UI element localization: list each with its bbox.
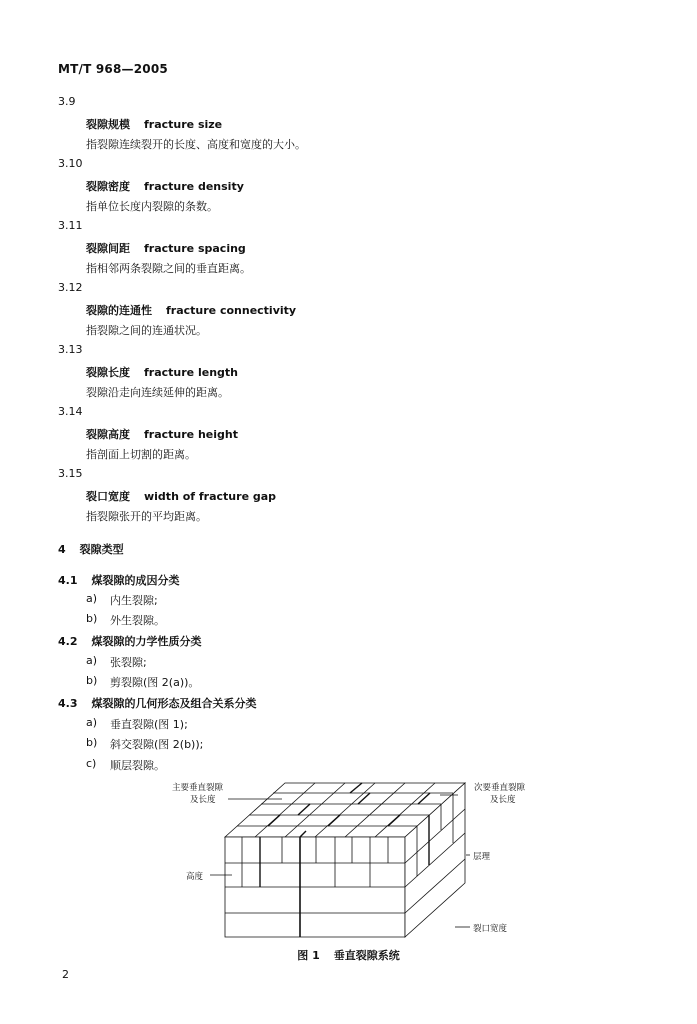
- term-definition: 指裂隙张开的平均距离。: [86, 510, 207, 523]
- figure-caption-number: 图 1: [297, 949, 320, 962]
- standard-header: MT/T 968—2005: [58, 62, 168, 76]
- list-item: 垂直裂隙(图 1);: [110, 718, 188, 731]
- term-title: [86, 302, 296, 318]
- term-cn: 裂隙规模: [86, 118, 130, 131]
- term-en: fracture density: [144, 180, 244, 193]
- section-heading: [58, 541, 124, 557]
- term-number: 3.14: [58, 405, 83, 418]
- term-definition: 指剖面上切割的距离。: [86, 448, 196, 461]
- term-cn: 裂隙密度: [86, 180, 130, 193]
- term-number: 3.9: [58, 95, 76, 108]
- page-number: 2: [62, 968, 69, 981]
- term-definition: 指相邻两条裂隙之间的垂直距离。: [86, 262, 251, 275]
- term-cn: 裂隙长度: [86, 366, 130, 379]
- term-cn: 裂口宽度: [86, 490, 130, 503]
- figure-label-secondary-1: 次要垂直裂隙: [474, 783, 526, 793]
- term-en: fracture size: [144, 118, 223, 131]
- list-item: 斜交裂隙(图 2(b));: [110, 738, 204, 751]
- vertical-fracture-diagram: [0, 775, 697, 940]
- term-definition: 指裂隙连续裂开的长度、高度和宽度的大小。: [86, 138, 306, 151]
- term-en: width of fracture gap: [144, 490, 277, 503]
- term-cn: 裂隙高度: [86, 428, 130, 441]
- term-title: [86, 364, 238, 380]
- list-marker: b): [86, 674, 98, 687]
- subsection-title: 煤裂隙的成因分类: [91, 574, 180, 587]
- term-number: 3.15: [58, 467, 83, 480]
- list-item: 外生裂隙。: [110, 614, 165, 627]
- term-cn: 裂隙间距: [86, 242, 130, 255]
- term-title: [86, 178, 244, 194]
- list-item: 张裂隙;: [110, 656, 147, 669]
- figure-label-height: 高度: [186, 872, 204, 882]
- figure-caption-title: 垂直裂隙系统: [333, 949, 400, 962]
- figure-label-secondary-2: 及长度: [490, 795, 516, 805]
- figure-label-gap: 裂口宽度: [473, 924, 508, 934]
- list-marker: a): [86, 716, 98, 729]
- list-item: 内生裂隙;: [110, 594, 158, 607]
- term-definition: 指裂隙之间的连通状况。: [86, 324, 207, 337]
- figure-caption: [0, 947, 697, 963]
- term-number: 3.11: [58, 219, 83, 232]
- subsection-title: 煤裂隙的几何形态及组合关系分类: [91, 697, 257, 710]
- list-marker: c): [86, 757, 97, 770]
- list-marker: a): [86, 654, 98, 667]
- term-title: [86, 426, 238, 442]
- subsection-number: 4.2: [58, 635, 78, 648]
- term-en: fracture spacing: [144, 242, 246, 255]
- term-definition: 裂隙沿走向连续延伸的距离。: [86, 386, 229, 399]
- term-title: [86, 116, 222, 132]
- term-en: fracture length: [144, 366, 238, 379]
- list-item: 顺层裂隙。: [110, 759, 165, 772]
- list-marker: b): [86, 612, 98, 625]
- figure-label-bedding: 层理: [473, 852, 491, 862]
- list-marker: b): [86, 736, 98, 749]
- subsection-number: 4.1: [58, 574, 78, 587]
- term-title: [86, 240, 246, 256]
- subsection-title: 煤裂隙的力学性质分类: [91, 635, 202, 648]
- list-marker: a): [86, 592, 98, 605]
- section-number: 4: [58, 543, 66, 556]
- list-item: 剪裂隙(图 2(a))。: [110, 676, 200, 689]
- term-number: 3.13: [58, 343, 83, 356]
- subsection-number: 4.3: [58, 697, 78, 710]
- subsection-heading: [58, 572, 180, 588]
- term-definition: 指单位长度内裂隙的条数。: [86, 200, 218, 213]
- subsection-heading: [58, 695, 257, 711]
- term-cn: 裂隙的连通性: [86, 304, 152, 317]
- term-title: [86, 488, 276, 504]
- section-title: 裂隙类型: [79, 543, 124, 556]
- figure-label-main-2: 及长度: [190, 795, 216, 805]
- term-en: fracture height: [144, 428, 238, 441]
- term-en: fracture connectivity: [166, 304, 297, 317]
- term-number: 3.10: [58, 157, 83, 170]
- subsection-heading: [58, 633, 202, 649]
- figure-label-main-1: 主要垂直裂隙: [172, 783, 224, 793]
- term-number: 3.12: [58, 281, 83, 294]
